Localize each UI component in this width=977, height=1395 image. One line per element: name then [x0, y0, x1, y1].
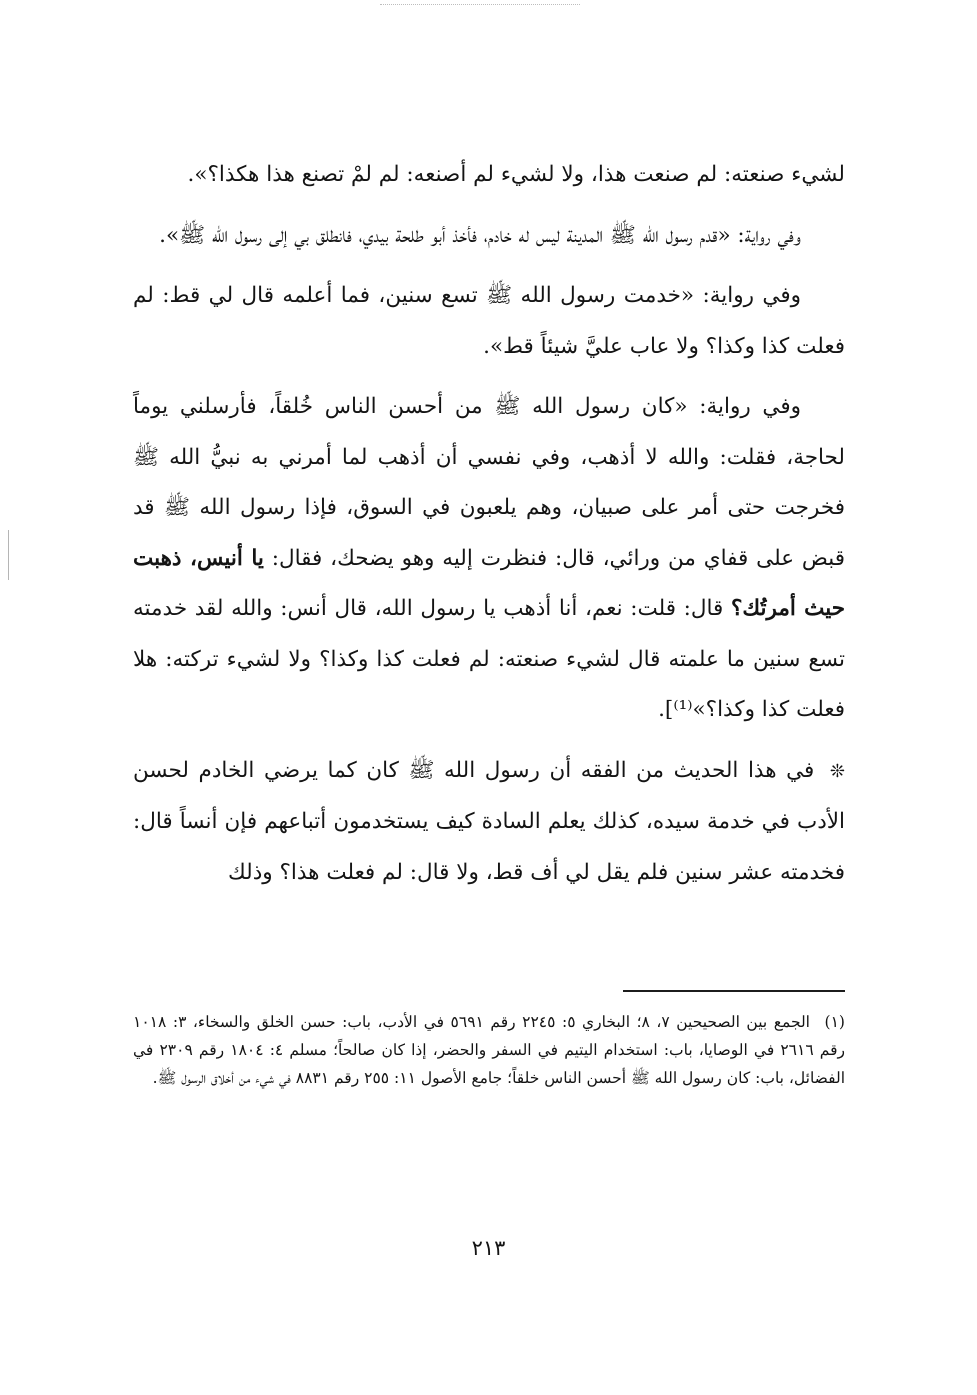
page-number: ٢١٣ — [471, 1236, 506, 1260]
scan-artifact-top — [380, 4, 580, 9]
footnote-number: (١) — [824, 1013, 845, 1031]
paragraph-narration-2: وفي رواية: «خدمت رسول الله ﷺ تسع سنين، فما أعلمه قال لي قط: لم فعلت كذا وكذا؟ ولا عاب عليَّ شيئاً قط». — [133, 283, 845, 359]
paragraph-narration-1: وفي رواية: «قدم رسول الله ﷺ المدينة ليس له خادم، فأخذ أبو طلحة بيدي، فانطلق بي إلى رسول الله ﷺ». — [159, 222, 801, 248]
footnote-item — [133, 1008, 845, 1092]
narration-3-text-start: وفي رواية: «كان رسول الله ﷺ من أحسن الناس خُلقاً، فأرسلني يوماً لحاجة، فقلت: والله لا أذهب، وفي نفسي أن أذهب لما أمرني به نبيُّ الله ﷺ فخرجت حتى أمر على صبيان، وهم يلعبون في السوق، فإذا رسول الله ﷺ قد قبض على قفاي من ورائي، قال: فنظرت إليه وهو يضحك، فقال: — [133, 394, 846, 571]
footnotes — [133, 1008, 845, 1092]
footnote-text: الجمع بين الصحيحين ٧، ٨؛ البخاري ٥: ٢٢٤٥ رقم ٥٦٩١ في الأدب، باب: حسن الخلق والسخاء، ٣: ١٠١٨ رقم ٢٦١٦ في الوصايا، باب: استخدام اليتيم في السفر والحضر، إذا كان صالحاً؛ مسلم ٤: ١٨٠٤ رقم ٢٣٠٩ في الفضائل، باب: كان رسول الله ﷺ أحسن الناس خلقاً؛ جامع الأصول ١١: ٢٥٥ رقم ٨٨٣١ في شيء من أخلاق الرسول ﷺ. — [133, 1013, 846, 1087]
scan-artifact-left — [8, 530, 9, 580]
narration-3-text-end: قال: قلت: نعم، أنا أذهب يا رسول الله، قال أنس: والله لقد خدمته تسع سنين ما علمته قال لشيء صنعته: لم فعلت كذا وكذا؟ ولا لشيء تركته: هلا فعلت كذا وكذا؟»⁽¹⁾]. — [133, 596, 845, 722]
paragraph-continuation: لشيء صنعته: لم صنعت هذا، ولا لشيء لم أصنعه: لم لمْ تصنع هذا هكذا؟». — [187, 162, 845, 187]
commentary-text: في هذا الحديث من الفقه أن رسول الله ﷺ كان كما يرضي الخادم لحسن الأدب في خدمة سيده، كذلك يعلم السادة كيف يستخدمون أتباعهم فإن أنساً قال: فخدمته عشر سنين فلم يقل لي أف قط، ولا قال: لم فعلت هذا؟ وذلك — [133, 757, 845, 885]
narration-3-bold-quote: يا أنيس، ذهبت حيث أمرتُك؟ — [133, 545, 845, 621]
main-text — [133, 150, 845, 898]
star-ornament-icon: ❊ — [829, 760, 845, 782]
paragraph-commentary — [133, 746, 845, 899]
footnote-divider — [623, 990, 845, 992]
paragraph-narration-3 — [133, 382, 845, 736]
